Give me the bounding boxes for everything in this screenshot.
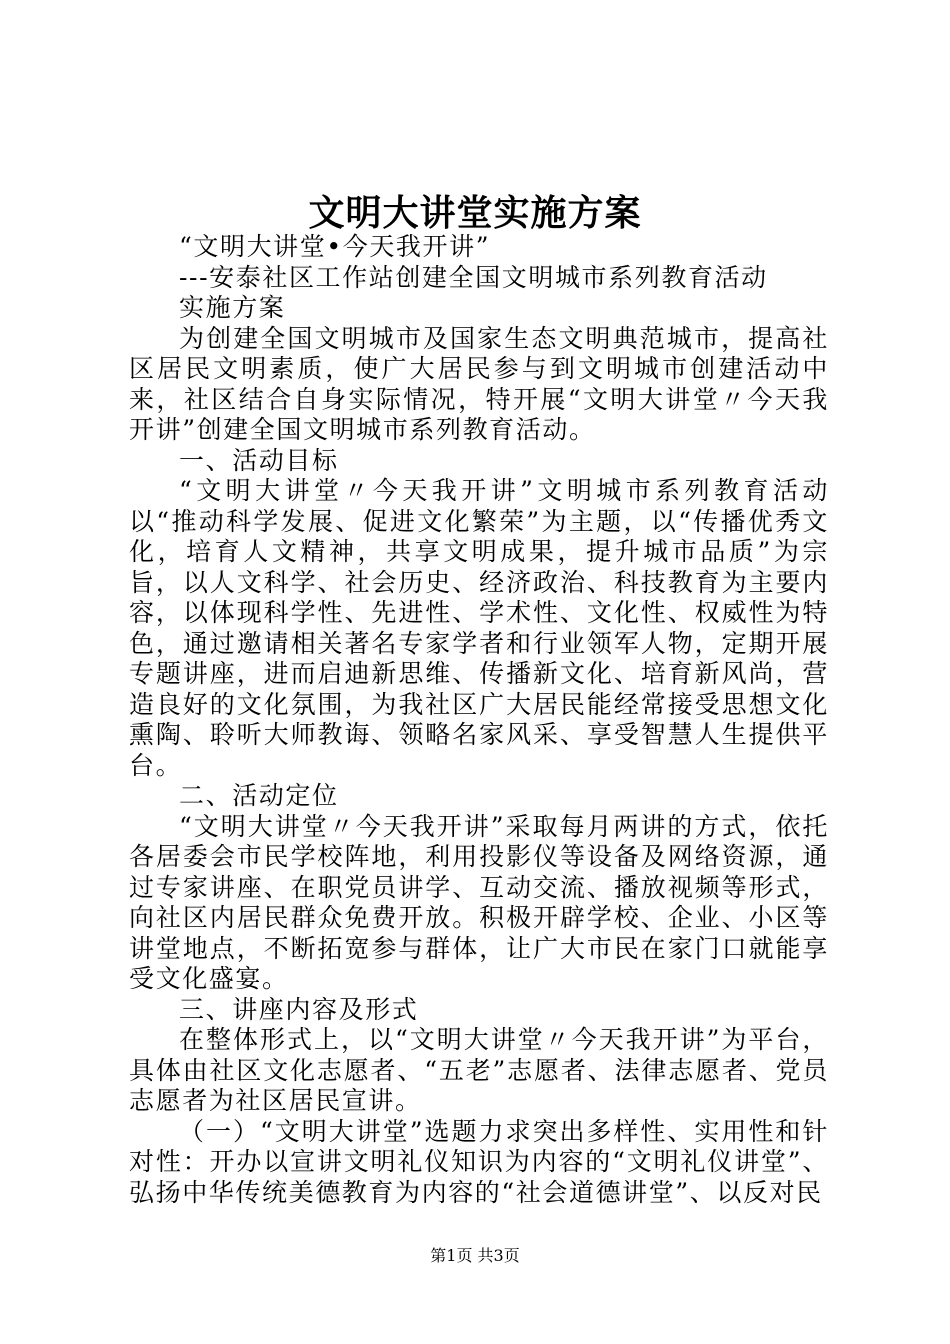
document-body [129,232,829,1208]
section-heading: 三、讲座内容及形式 [179,994,419,1024]
paragraph: “文明大讲堂〃今天我开讲”文明城市系列教育活动以“推动科学发展、促进文化繁荣”为主题，以“传播优秀文化，培育人文精神，共享文明成果，提升城市品质”为宗旨，以人文科学、社会历史、经济政治、科技教育为主要内容，以体现科学性、先进性、学术性、文化性、权威性为特色，通过邀请相关著名专家学者和行业领军人物，定期开展专题讲座，进而启迪新思维、传播新文化、培育新风尚，营造良好的文化氛围，为我社区广大居民能经常接受思想文化熏陶、聆听大师教诲、领略名家风采、享受智慧人生提供平台。 [129,476,829,780]
section-heading: 二、活动定位 [179,781,339,810]
section-heading: 一、活动目标 [179,445,339,475]
page-footer: 第1页 共3页 [430,1246,520,1265]
document-title: 文明大讲堂实施方案 [308,192,642,234]
paragraph: “文明大讲堂〃今天我开讲”采取每月两讲的方式，依托各居委会市民学校阵地，利用投影仪等设备及网络资源，通过专家讲座、在职党员讲学、互动交流、播放视频等形式，向社区内居民群众免费开放。积极开辟学校、企业、小区等讲堂地点，不断拓宽参与群体，让广大市民在家门口就能享受文化盛宴。 [129,811,829,993]
subtitle-line: 实施方案 [179,293,286,322]
paragraph: 为创建全国文明城市及国家生态文明典范城市，提高社区居民文明素质，使广大居民参与到文明城市创建活动中来，社区结合自身实际情况，特开展“文明大讲堂〃今天我开讲”创建全国文明城市系列教育活动。 [129,323,829,444]
subtitle-line: “文明大讲堂•今天我开讲” [179,232,491,261]
paragraph: （一）“文明大讲堂”选题力求突出多样性、实用性和针对性：开办以宣讲文明礼仪知识为内容的“文明礼仪讲堂”、弘扬中华传统美德教育为内容的“社会道德讲堂”、以反对民 [129,1116,829,1207]
subtitle-line: ---安泰社区工作站创建全国文明城市系列教育活动 [179,262,768,292]
paragraph: 在整体形式上，以“文明大讲堂〃今天我开讲”为平台，具体由社区文化志愿者、“五老”志愿者、法律志愿者、党员志愿者为社区居民宣讲。 [129,1025,829,1115]
